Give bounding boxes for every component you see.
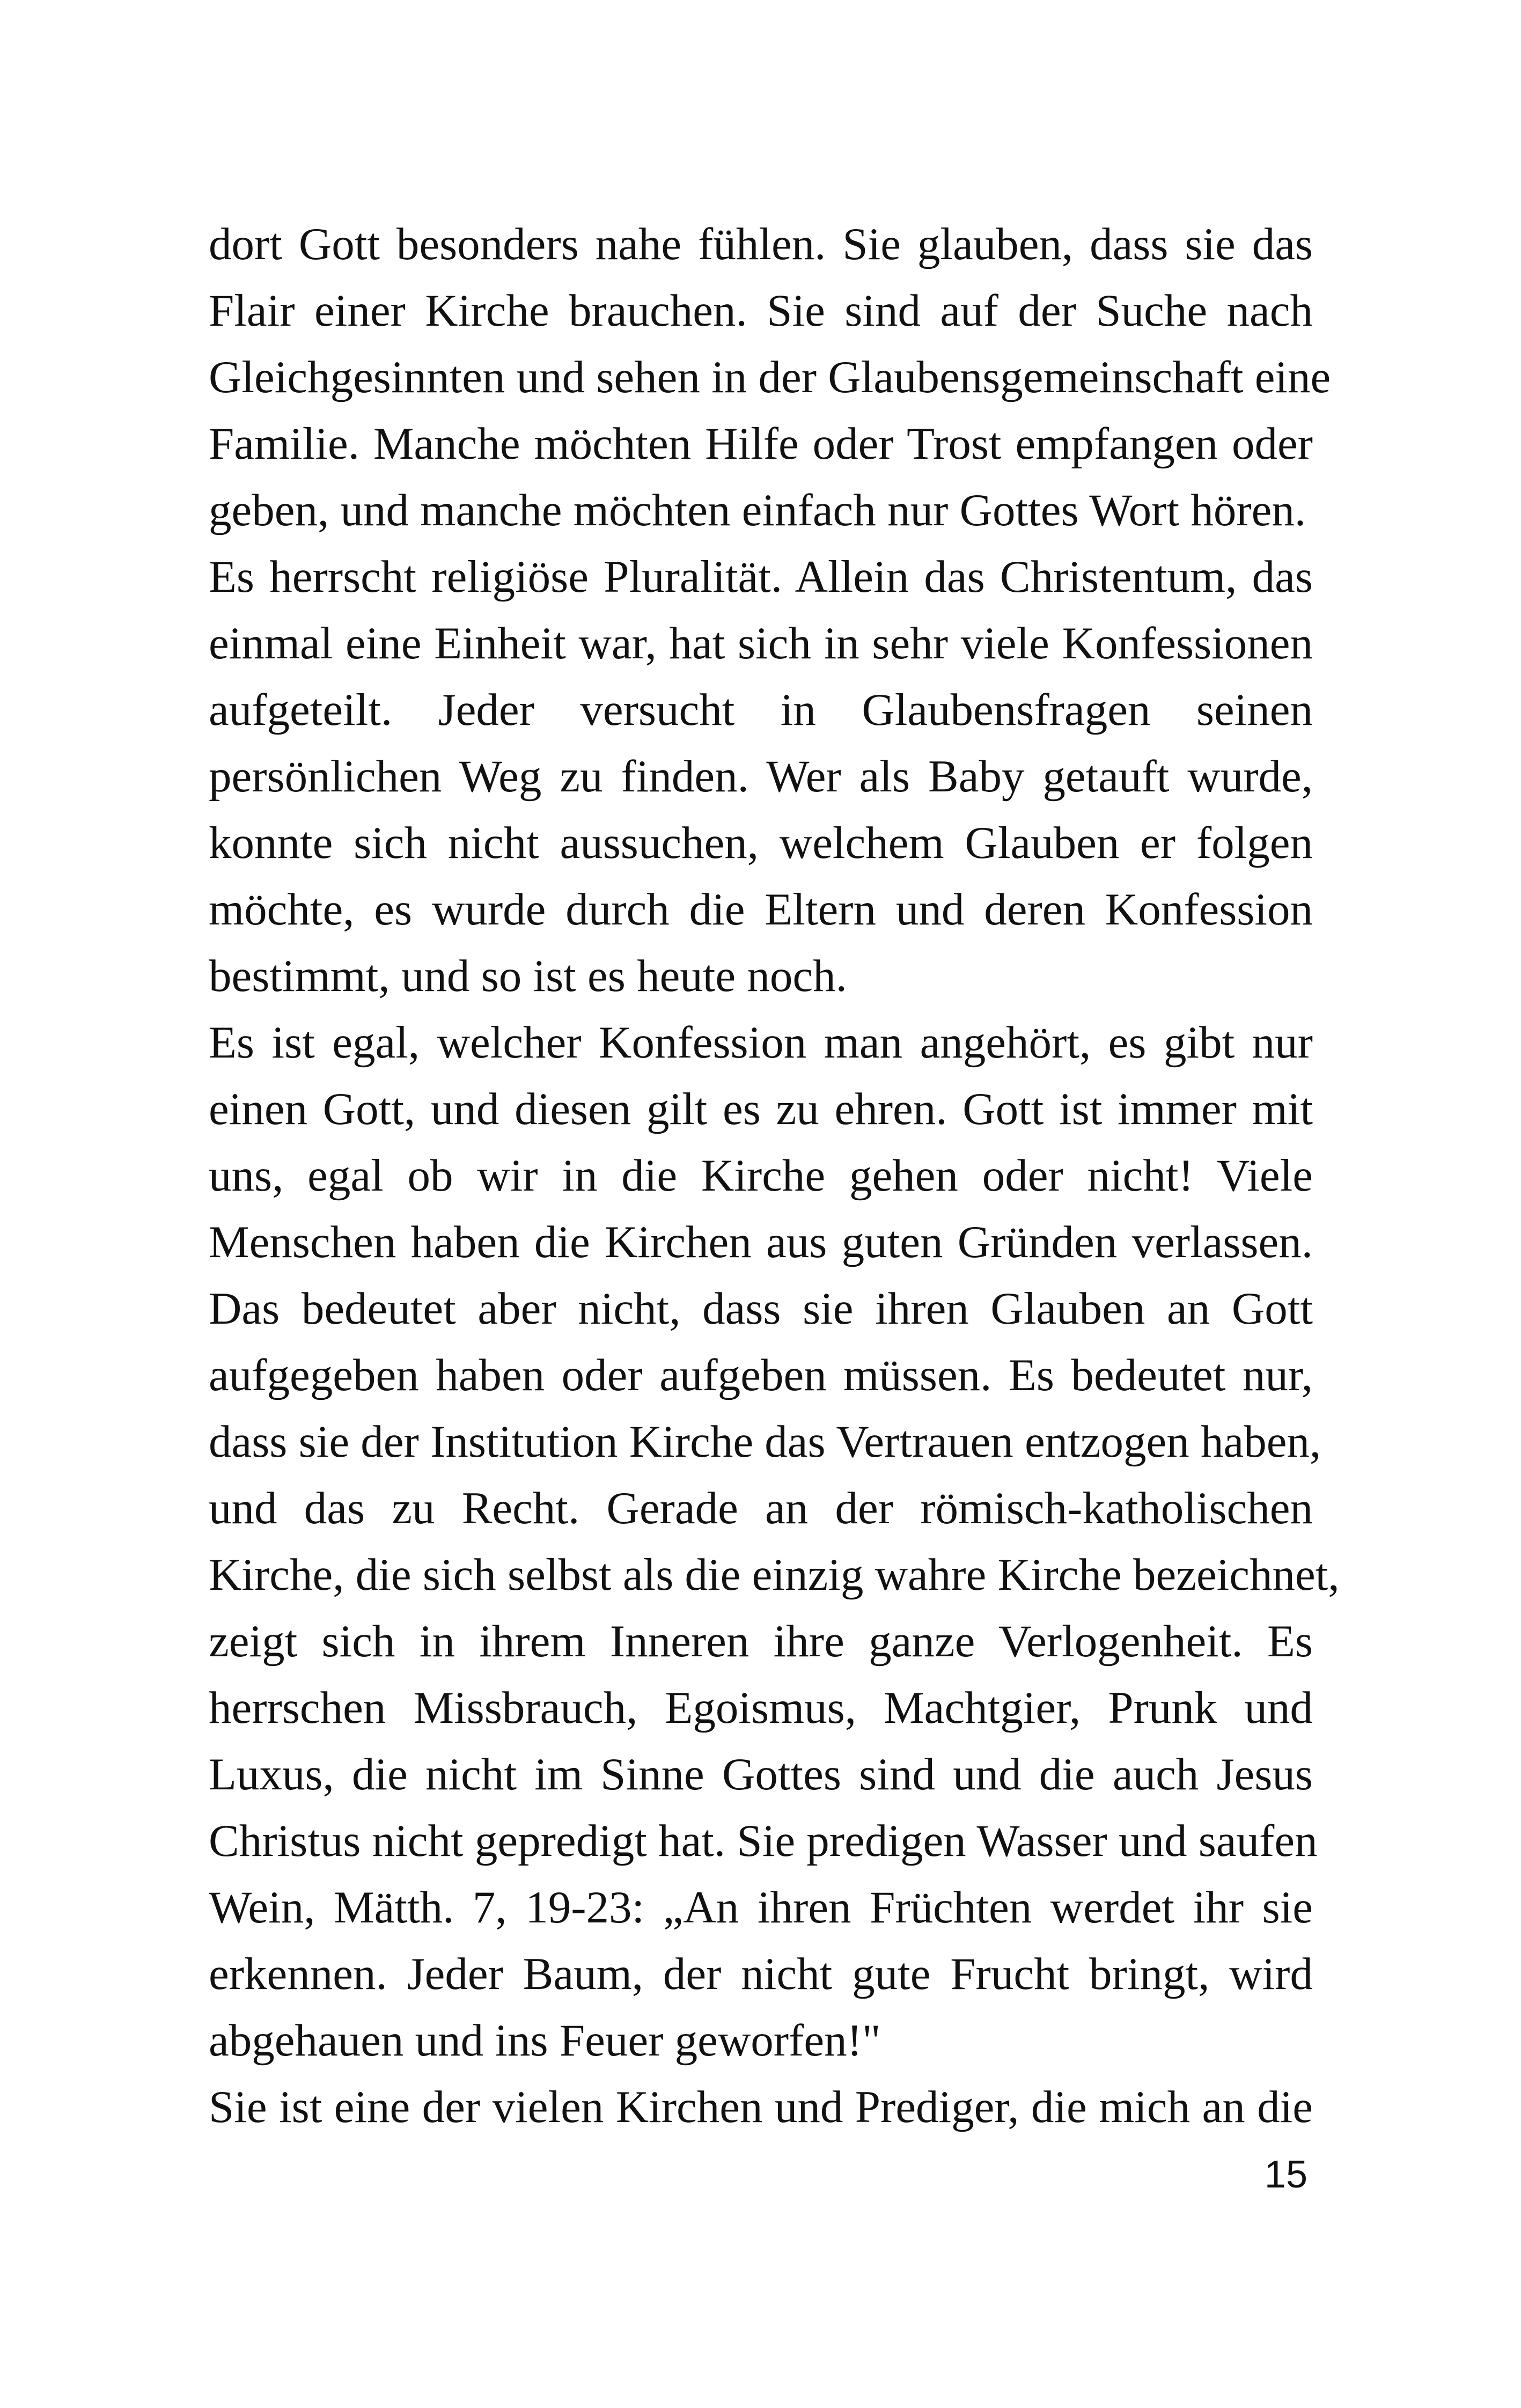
page-number: 15 [1264,2153,1307,2196]
text-line: aufgegeben haben oder aufgeben müssen. Es bedeutet nur, [209,1350,1313,1400]
text-line: Familie. Manche möchten Hilfe oder Trost empfangen oder [209,419,1313,469]
text-line: dass sie der Institution Kirche das Vertrauen entzogen haben, [209,1416,1321,1467]
text-line: uns, egal ob wir in die Kirche gehen oder nicht! Viele [209,1150,1313,1201]
text-line: möchte, es wurde durch die Eltern und deren Konfession [209,884,1313,935]
text-line: und das zu Recht. Gerade an der römisch-katholischen [209,1483,1313,1533]
text-line: aufgeteilt. Jeder versucht in Glaubensfragen seinen [209,685,1313,735]
text-line: Luxus, die nicht im Sinne Gottes sind und die auch Jesus [209,1749,1313,1800]
text-line: Christus nicht gepredigt hat. Sie predigen Wasser und saufen [209,1816,1318,1866]
text-line: dort Gott besonders nahe fühlen. Sie glauben, dass sie das [209,219,1313,269]
text-line: Menschen haben die Kirchen aus guten Gründen verlassen. [209,1217,1313,1267]
body-text [209,211,1340,2140]
text-line: konnte sich nicht aussuchen, welchem Glauben er folgen [209,818,1313,868]
text-line: bestimmt, und so ist es heute noch. [209,951,847,1001]
text-line: geben, und manche möchten einfach nur Gottes Wort hören. [209,485,1306,535]
text-line: Gleichgesinnten und sehen in der Glaubensgemeinschaft eine [209,352,1331,402]
text-line: erkennen. Jeder Baum, der nicht gute Frucht bringt, wird [209,1949,1313,1999]
text-line: persönlichen Weg zu finden. Wer als Baby getauft wurde, [209,751,1313,802]
text-line: herrschen Missbrauch, Egoismus, Machtgier, Prunk und [209,1683,1313,1733]
text-line: einmal eine Einheit war, hat sich in sehr viele Konfessionen [209,618,1313,669]
text-line: Es herrscht religiöse Pluralität. Allein das Christentum, das [209,552,1313,602]
text-line: Wein, Mätth. 7, 19-23: „An ihren Früchten werdet ihr sie [209,1882,1313,1933]
text-line: abgehauen und ins Feuer geworfen!" [209,2015,881,2066]
text-line: Kirche, die sich selbst als die einzig wahre Kirche bezeichnet, [209,1550,1340,1600]
text-line: einen Gott, und diesen gilt es zu ehren. Gott ist immer mit [209,1084,1313,1134]
text-line: Flair einer Kirche brauchen. Sie sind auf der Suche nach [209,285,1313,336]
text-line: Es ist egal, welcher Konfession man angehört, es gibt nur [209,1017,1313,1068]
text-line: Sie ist eine der vielen Kirchen und Prediger, die mich an die [209,2082,1313,2132]
text-line: Das bedeutet aber nicht, dass sie ihren Glauben an Gott [209,1283,1313,1334]
text-line: zeigt sich in ihrem Inneren ihre ganze Verlogenheit. Es [209,1616,1313,1666]
